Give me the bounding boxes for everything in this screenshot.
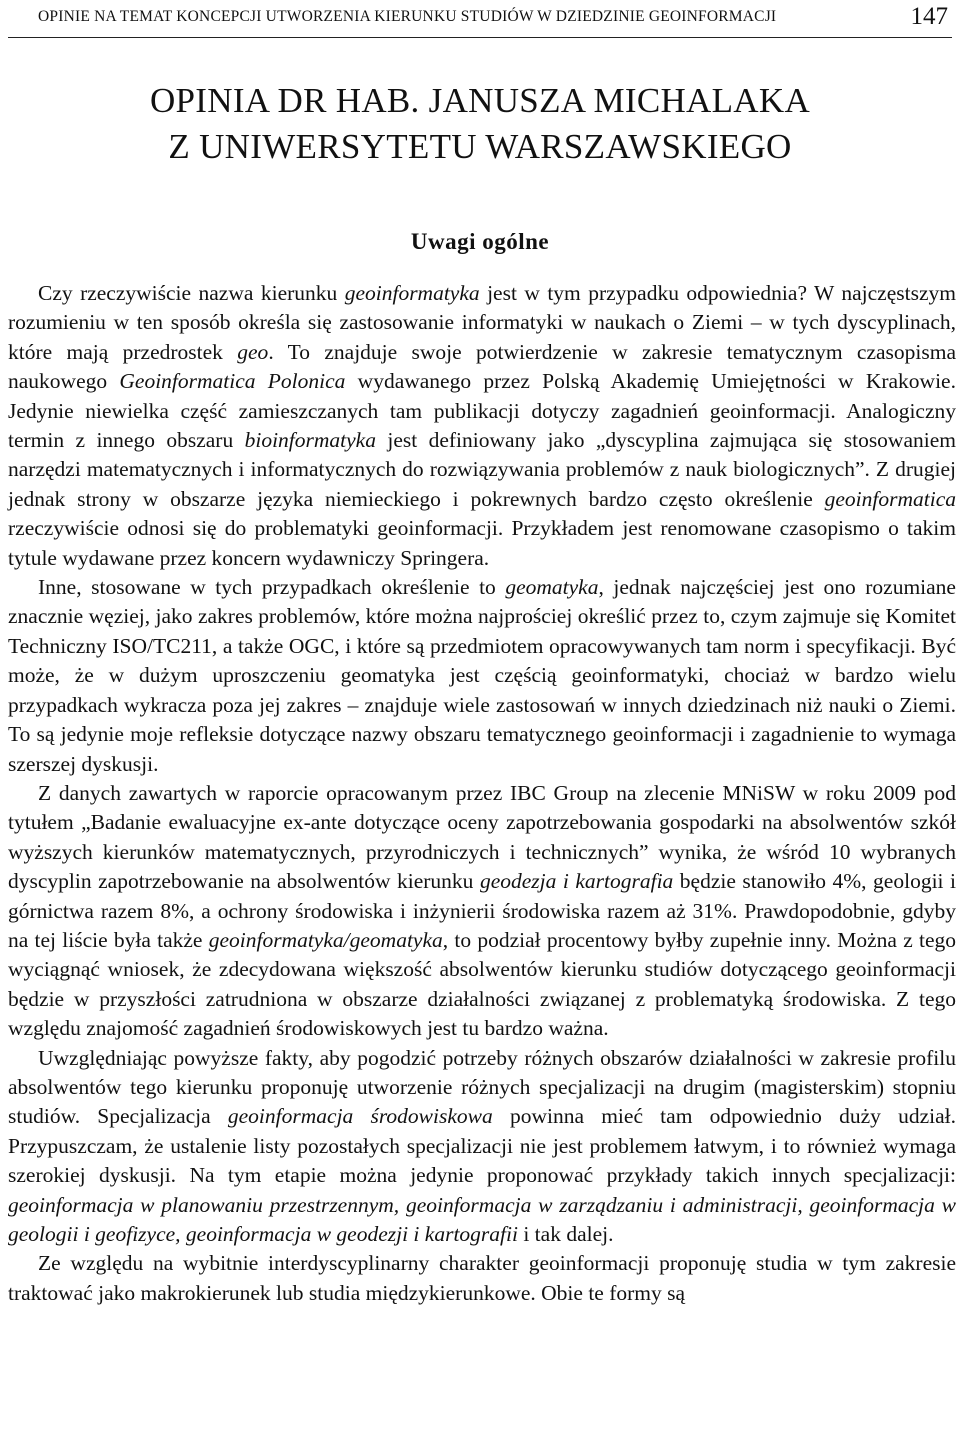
text-run: rzeczywiście odnosi się do problematyki geoinformacji. Przykładem jest renomowane czasopismo o takim tytule wydawane przez koncern wydawniczy Springera. — [8, 516, 956, 570]
italic-term: geoinformacja środowiskowa — [227, 1104, 493, 1129]
text-run: wydawanego przez Polską Akademię Umiejętności w Krakowie. Jedynie niewielka część zamieszczanych tam publikacji dotyczy zagadnień geoinformacji. Analogiczny termin z innego obszaru — [8, 369, 956, 453]
article-title — [0, 78, 960, 170]
italic-term: geodezja i kartografia — [479, 869, 674, 894]
italic-term: bioinformatyka — [244, 428, 376, 453]
italic-term: geoinformatica — [824, 486, 956, 511]
article-title-line-2: Z UNIWERSYTETU WARSZAWSKIEGO — [168, 127, 792, 166]
page-number: 147 — [910, 3, 948, 30]
italic-term: geomatyka — [505, 575, 599, 600]
body-paragraph — [8, 1044, 956, 1250]
body-paragraph — [8, 279, 956, 573]
italic-term: geoinformacja w planowaniu przestrzennym, geoinformacja w zarządzaniu i administracji, geoinformacja w geologii i geofizyce, geoinformacja w geodezji i kartografii — [8, 1192, 956, 1246]
text-run: jest definiowany jako „dyscyplina zajmująca się stosowaniem narzędzi matematycznych i informatycznych do rozwiązywania problemów z nauk biologicznych”. Z drugiej jednak strony w obszarze języka niemieckiego i pokrewnych bardzo często określenie — [8, 428, 956, 511]
italic-term: geoinformatyka — [344, 281, 480, 305]
text-run: powinna mieć tam odpowiednio duży udział. Przypuszczam, że ustalenie listy pozostałych specjalizacji nie jest problemem łatwym, i to również wymaga szerokiej dyskusji. Na tym etapie można jedynie proponować przykłady takich innych specjalizacji: — [8, 1104, 956, 1188]
text-run: Inne, stosowane w tych przypadkach określenie to — [38, 575, 506, 600]
text-run: Czy rzeczywiście nazwa kierunku — [38, 281, 345, 305]
text-run: . To znajduje swoje potwierdzenie w zakresie tematycznym czasopisma naukowego — [8, 339, 956, 394]
text-run: Z danych zawartych w raporcie opracowanym przez IBC Group na zlecenie MNiSW w roku 2009 pod tytułem „Badanie ewaluacyjne ex-ante dotyczące oceny zapotrzebowania gospodarki na absolwentów szkół wyższych kierunków matematycznych, przyrodniczych i technicznych” wynika, że wśród 10 wybranych dyscyplin zapotrzebowanie na absolwentów kierunku — [8, 780, 956, 894]
body-paragraph — [8, 573, 956, 779]
running-title: OPINIE NA TEMAT KONCEPCJI UTWORZENIA KIERUNKU STUDIÓW W DZIEDZINIE GEOINFORMACJI — [38, 8, 777, 25]
text-run: jest w tym przypadku odpowiednia? W najczęstszym rozumieniu w ten sposób określa się zastosowanie informatyki w naukach o Ziemi – w tych dyscyplinach, które mają przedrostek — [8, 281, 956, 364]
italic-term: Geoinformatica Polonica — [119, 369, 346, 394]
text-run: , to podział procentowy byłby zupełnie inny. Można z tego wyciągnąć wniosek, że zdecydowana większość absolwentów kierunku studiów dotyczącego geoinformacji będzie w przyszłości zatrudniona w obszarze działalności związanej z problematyką środowiska. Z tego względu znajomość zagadnień środowiskowych jest tu bardzo ważna. — [8, 927, 956, 1041]
article-title-line-1: OPINIA DR HAB. JANUSZA MICHALAKA — [149, 81, 811, 120]
body-text — [8, 279, 956, 1308]
italic-term: geo — [237, 339, 269, 364]
text-run: Uwzględniając powyższe fakty, aby pogodzić potrzeby różnych obszarów działalności w zakresie profilu absolwentów tego kierunku proponuję utworzenie różnych specjalizacji na drugim (magisterskim) stopniu studiów. Specjalizacja — [8, 1045, 956, 1129]
running-header — [8, 3, 952, 38]
body-paragraph — [8, 779, 956, 1044]
text-run: Ze względu na wybitnie interdyscyplinarny charakter geoinformacji proponuję studia w tym zakresie traktować jako makrokierunek lub studia międzykierunkowe. Obie te formy są — [8, 1251, 956, 1305]
section-heading: Uwagi ogólne — [410, 229, 550, 254]
italic-term: geoinformatyka/geomatyka — [208, 927, 443, 952]
text-run: i tak dalej. — [517, 1222, 614, 1246]
body-paragraph — [8, 1249, 956, 1308]
text-run: , jednak najczęściej jest ono rozumiane znacznie węziej, jako zakres problemów, które można najprościej określić przez to, czym zajmuje się Komitet Techniczny ISO/TC211, a także OGC, i które są przedmiotem opracowywanych tam norm i specyfikacji. Być może, że w dużym uproszczeniu geomatyka jest częścią geoinformatyki, chociaż w bardzo wielu przypadkach wykracza poza jej zakres – znajduje wiele zastosowań w innych dziedzinach niż nauki o Ziemi. To są jedynie moje refleksie dotyczące nazwy obszaru tematycznego geoinformacji i zagadnienie to wymaga szerszej dyskusji. — [8, 575, 956, 776]
text-run: będzie stanowiło 4%, geologii i górnictwa razem 8%, a ochrony środowiska i inżynierii środowiska razem aż 31%. Prawdopodobnie, gdyby na tej liście była także — [8, 869, 956, 952]
